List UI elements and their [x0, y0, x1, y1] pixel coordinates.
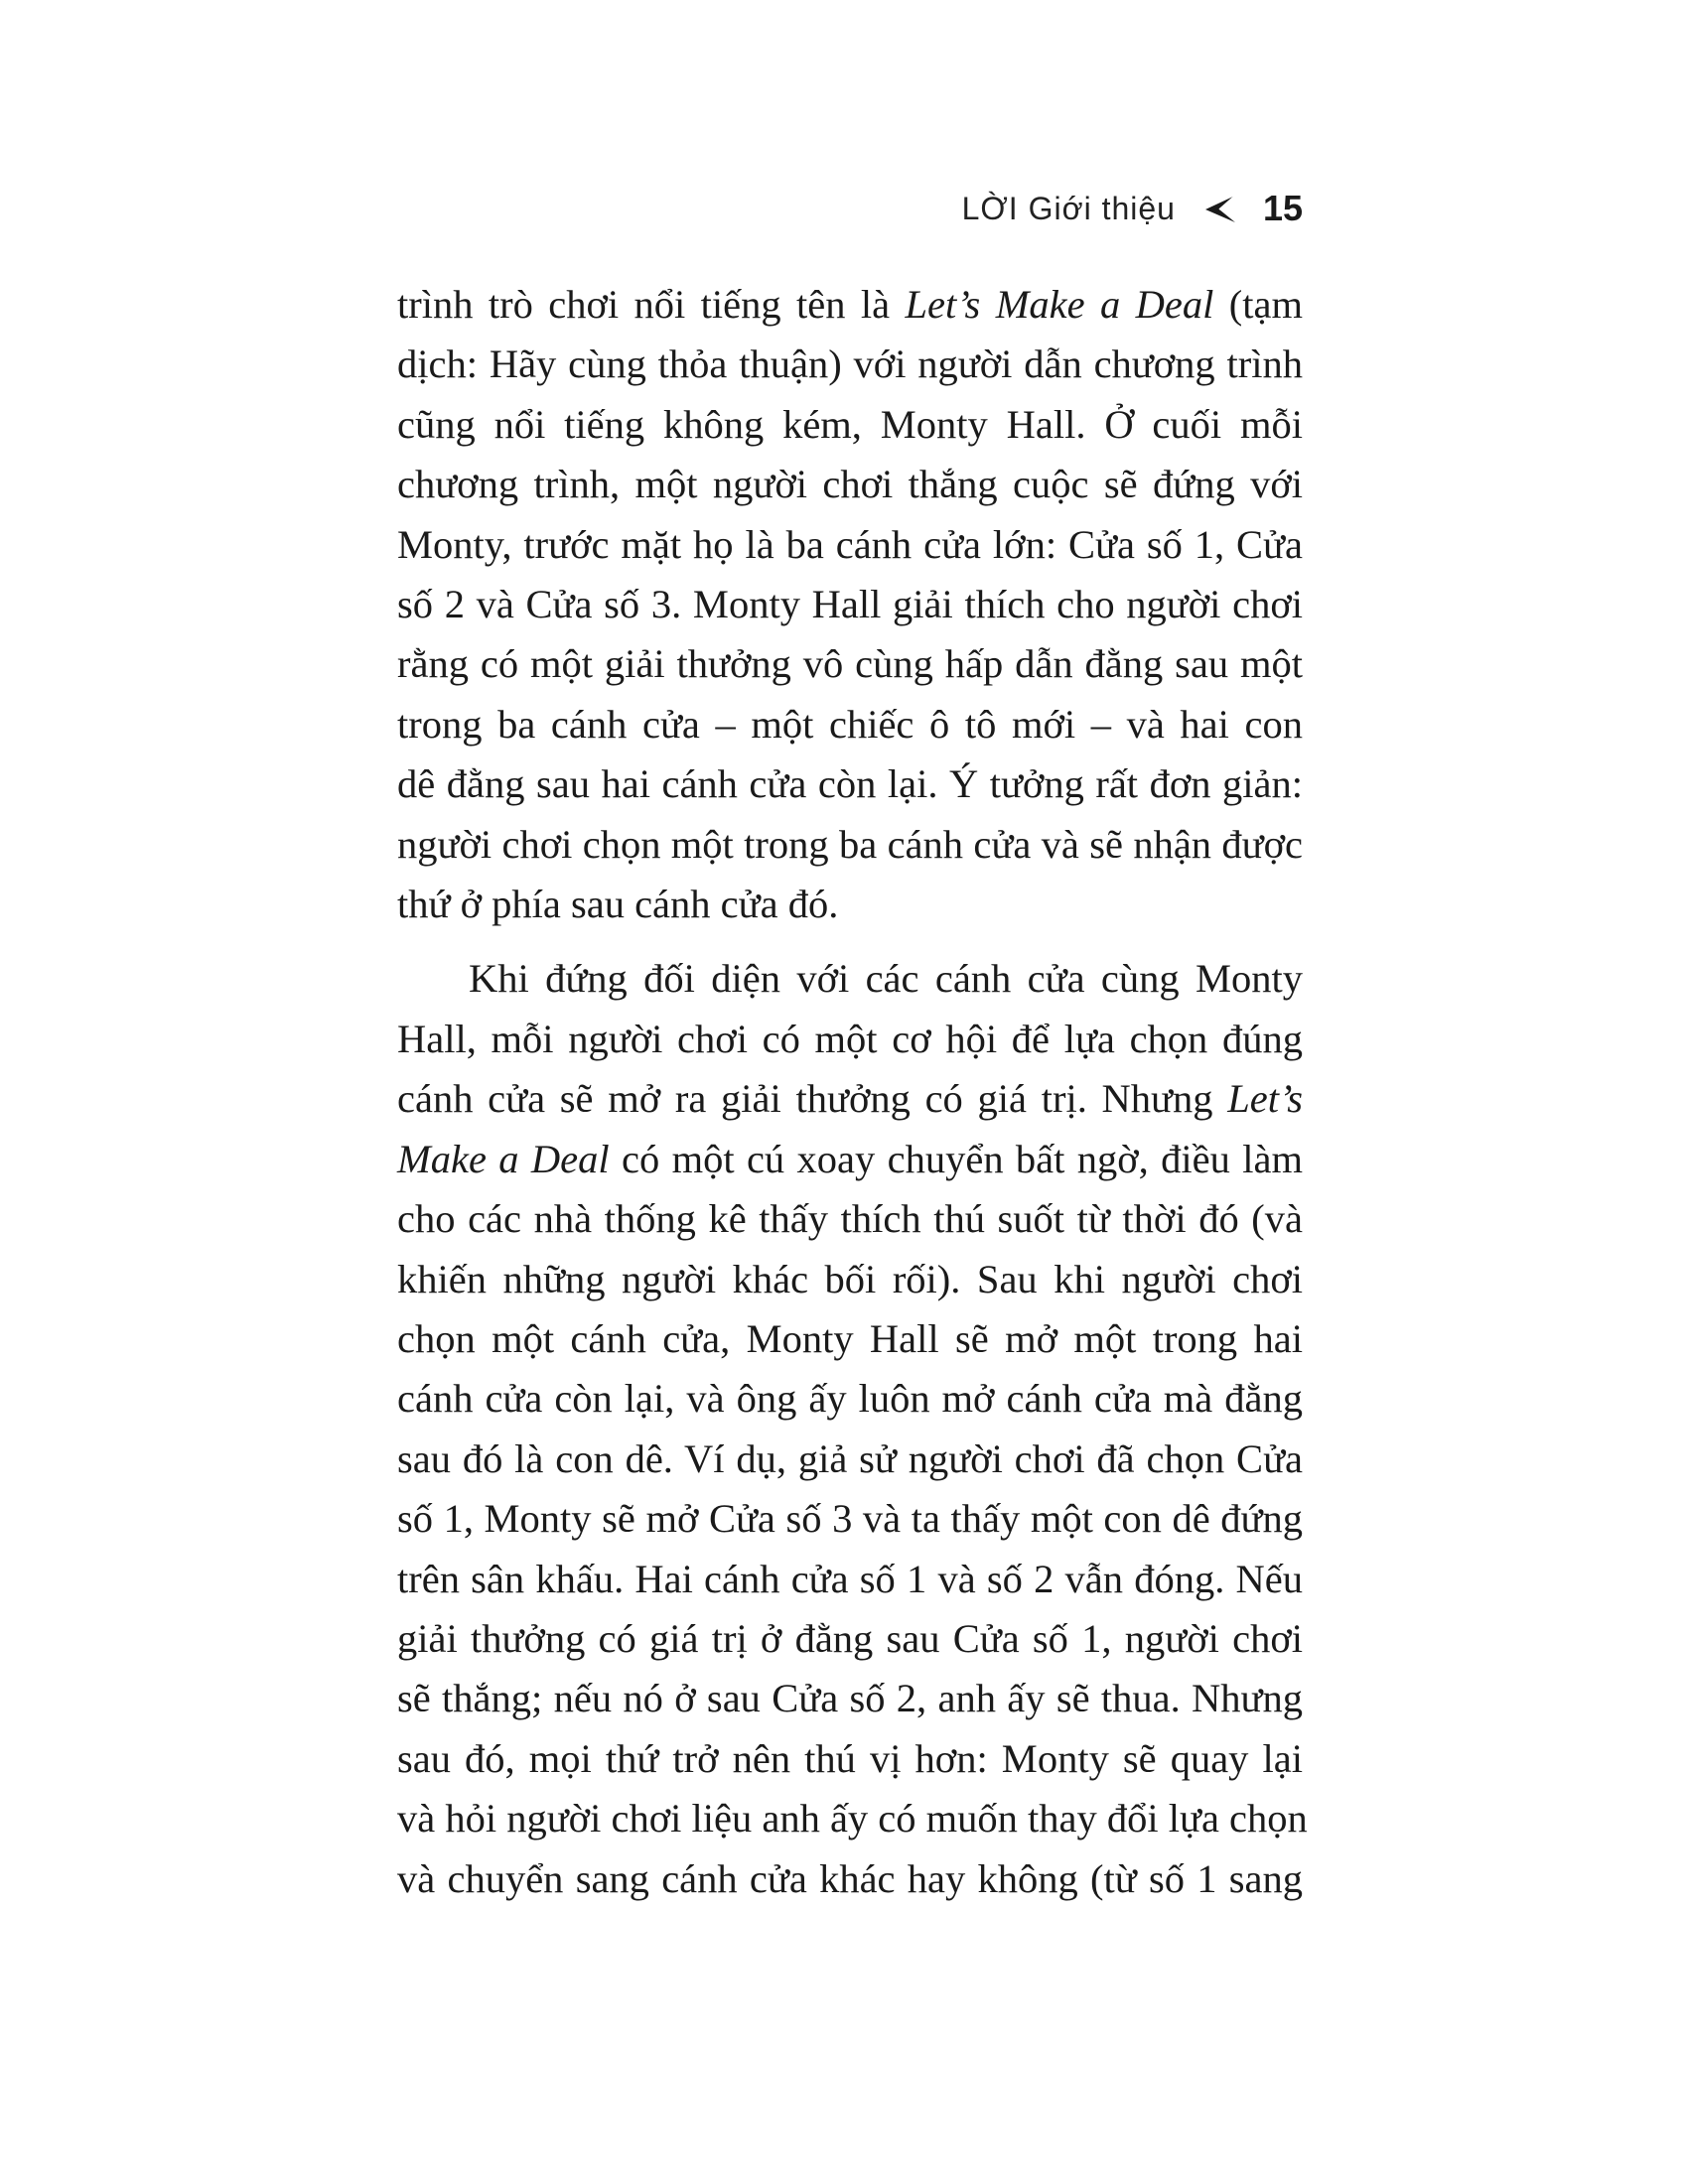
text-line: cánh cửa sẽ mở ra giải thưởng có giá trị. Nhưng Let’s	[397, 1076, 1303, 1122]
text-line: cánh cửa còn lại, và ông ấy luôn mở cánh cửa mà đằng	[397, 1376, 1303, 1422]
text-line: sau đó, mọi thứ trở nên thú vị hơn: Monty sẽ quay lại	[397, 1735, 1303, 1781]
text-line: Monty, trước mặt họ là ba cánh cửa lớn: Cửa số 1, Cửa	[397, 521, 1303, 567]
running-head	[962, 185, 1303, 232]
paragraph-2	[397, 949, 1308, 1909]
italic-title: Make a Deal	[397, 1136, 610, 1181]
text-line: khiến những người khác bối rối). Sau khi người chơi	[397, 1256, 1303, 1301]
text-line: chọn một cánh cửa, Monty Hall sẽ mở một trong hai	[397, 1315, 1303, 1361]
page-number: 15	[1262, 188, 1303, 228]
text-line: sau đó là con dê. Ví dụ, giả sử người chơi đã chọn Cửa	[397, 1435, 1303, 1481]
text-line: Make a Deal có một cú xoay chuyển bất ngờ, điều làm	[397, 1136, 1303, 1181]
text-line: số 1, Monty sẽ mở Cửa số 3 và ta thấy một con dê đứng	[397, 1496, 1303, 1542]
text-line: Khi đứng đối diện với các cánh cửa cùng Monty	[469, 956, 1303, 1002]
italic-title: Let’s Make a Deal	[905, 282, 1214, 327]
text-line: trên sân khấu. Hai cánh cửa số 1 và số 2 vẫn đóng. Nếu	[397, 1556, 1303, 1601]
text-line: sẽ thắng; nếu nó ở sau Cửa số 2, anh ấy sẽ thua. Nhưng	[397, 1676, 1303, 1721]
text-line: và hỏi người chơi liệu anh ấy có muốn thay đổi lựa chọn	[397, 1796, 1308, 1842]
italic-title: Let’s	[1227, 1076, 1303, 1122]
paper-plane-arrow-icon	[1203, 192, 1237, 225]
text-line: cũng nổi tiếng không kém, Monty Hall. Ở cuối mỗi	[397, 401, 1303, 447]
text-line: Hall, mỗi người chơi có một cơ hội để lựa chọn đúng	[397, 1016, 1303, 1061]
text-line: người chơi chọn một trong ba cánh cửa và sẽ nhận được	[397, 821, 1303, 867]
section-title: LỜI Giới thiệu	[961, 190, 1176, 226]
text-line: trong ba cánh cửa – một chiếc ô tô mới – và hai con	[397, 701, 1303, 747]
text-line: dê đằng sau hai cánh cửa còn lại. Ý tưởng rất đơn giản:	[397, 761, 1303, 807]
text-line: cho các nhà thống kê thấy thích thú suốt từ thời đó (và	[397, 1196, 1303, 1242]
text-line: rằng có một giải thưởng vô cùng hấp dẫn đằng sau một	[397, 641, 1303, 687]
text-line: thứ ở phía sau cánh cửa đó.	[397, 882, 839, 927]
text-line: số 2 và Cửa số 3. Monty Hall giải thích cho người chơi	[397, 582, 1303, 627]
text-line: dịch: Hãy cùng thỏa thuận) với người dẫn chương trình	[397, 341, 1303, 387]
paragraph-1	[397, 275, 1303, 934]
text-line: trình trò chơi nổi tiếng tên là Let’s Make a Deal (tạm	[397, 282, 1303, 327]
text-line: giải thưởng có giá trị ở đằng sau Cửa số 1, người chơi	[397, 1615, 1303, 1661]
text-line: chương trình, một người chơi thắng cuộc sẽ đứng với	[397, 462, 1303, 507]
text-line: và chuyển sang cánh cửa khác hay không (từ số 1 sang	[397, 1855, 1303, 1901]
main-text	[397, 275, 1308, 1909]
